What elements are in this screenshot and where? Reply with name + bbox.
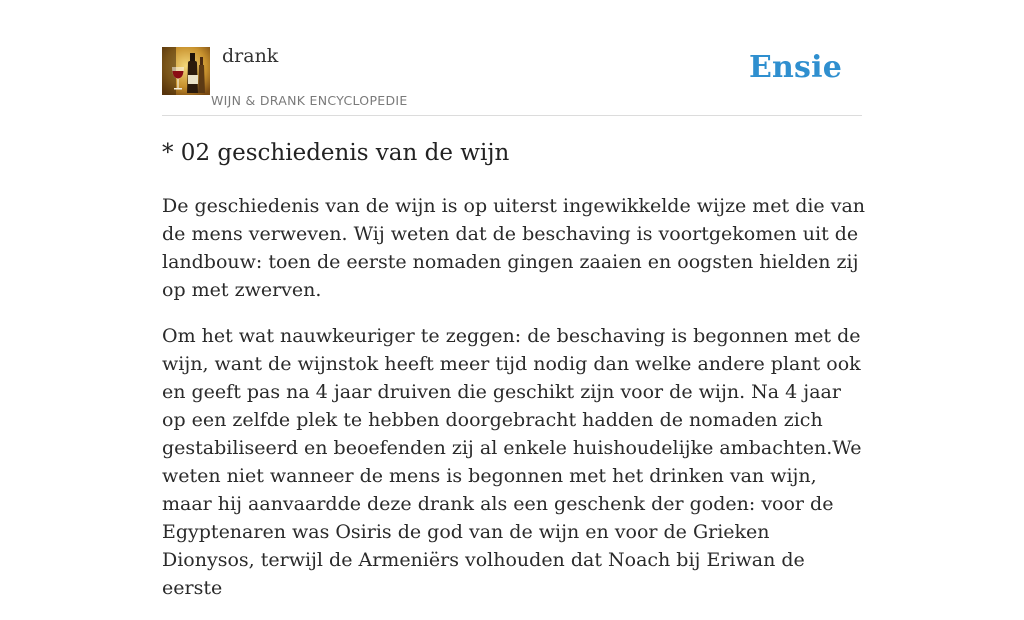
content-column bbox=[162, 0, 866, 599]
avatar[interactable] bbox=[162, 47, 210, 95]
paragraph: Om het wat nauwkeuriger te zeggen: de beschaving is begonnen met de wijn, want de wijnstok heeft meer tijd nodig dan welke andere plant ook en geeft pas na 4 jaar druiven die geschikt zijn voor de wijn. Na 4 jaar op een zelfde plek te hebben doorgebracht hadden de nomaden zich gestabiliseerd en beoefenden zij al enkele huishoudelijke ambachten.We weten niet wanneer de mens is begonnen met het drinken van wijn, maar hij aanvaardde deze drank als een geschenk der goden: voor de Egyptenaren was Osiris de god van de wijn en voor de Grieken Dionysos, terwijl de Armeniërs volhouden dat Noach bij Eriwan de eerste bbox=[162, 325, 862, 599]
author-link[interactable]: drank bbox=[222, 45, 279, 67]
brand-logo[interactable]: Ensie bbox=[748, 50, 842, 85]
wine-bottle-glass-icon bbox=[162, 47, 210, 95]
encyclopedia-subtitle: WIJN & DRANK ENCYCLOPEDIE bbox=[211, 93, 408, 108]
page-title: * 02 geschiedenis van de wijn bbox=[162, 140, 510, 166]
article-body bbox=[162, 192, 867, 620]
paragraph: De geschiedenis van de wijn is op uiterst ingewikkelde wijze met die van de mens verweven. Wij weten dat de beschaving is voortgekomen uit de landbouw: toen de eerste nomaden gingen zaaien en oogsten hielden zij op met zwerven. bbox=[162, 195, 866, 301]
header bbox=[162, 0, 862, 116]
